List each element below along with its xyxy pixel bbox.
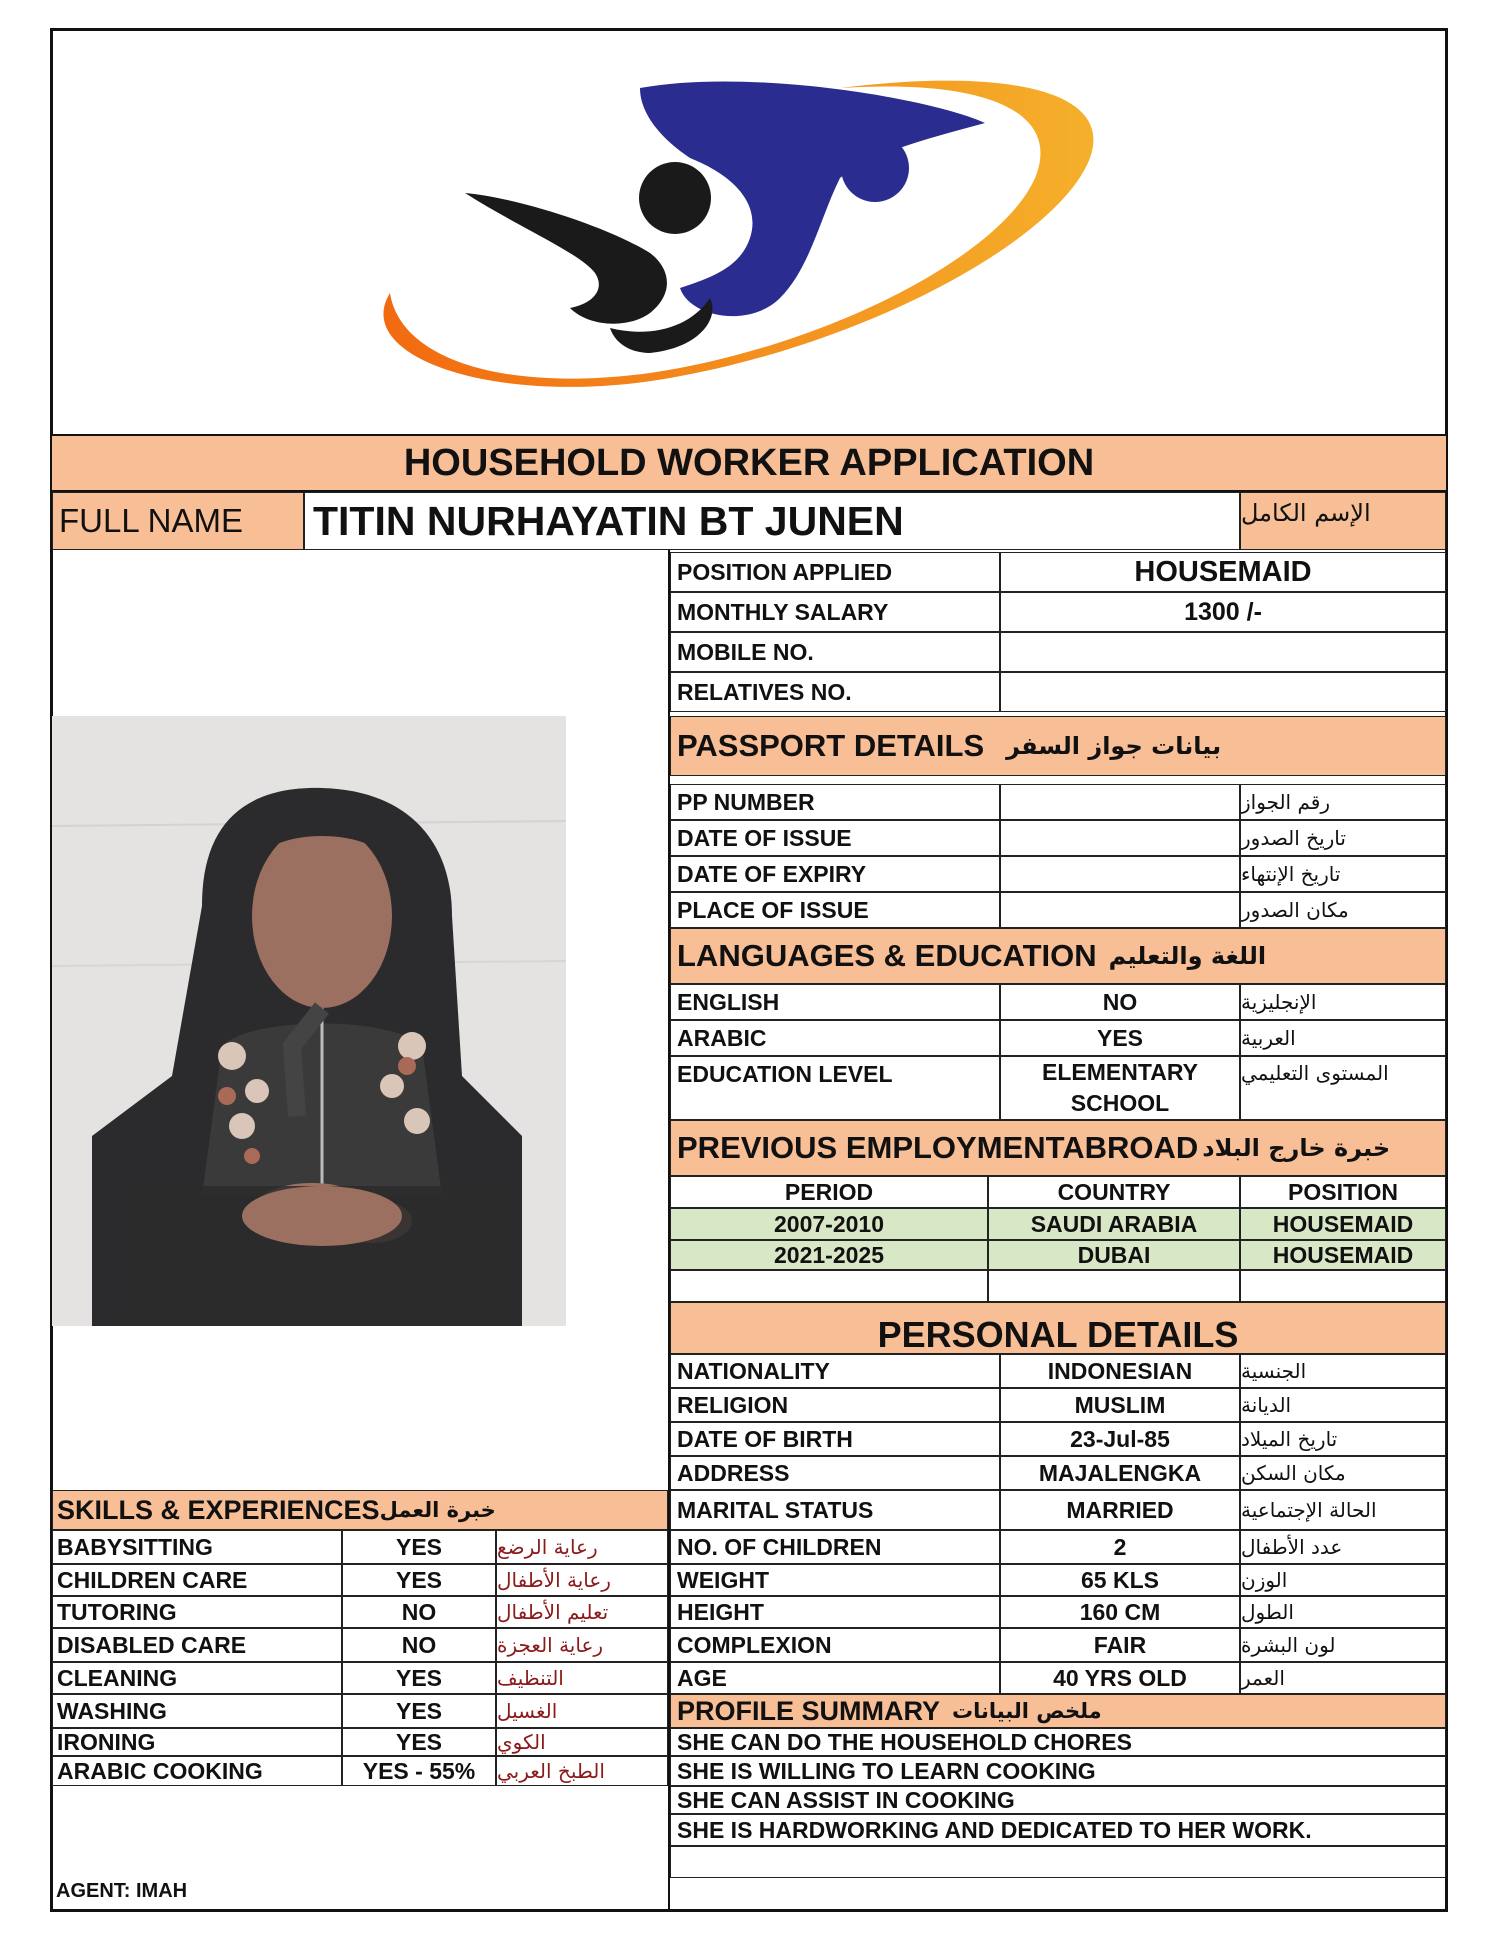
employment-col-position: POSITION: [1240, 1176, 1446, 1208]
no-of-children-label: NO. OF CHILDREN: [670, 1530, 1000, 1564]
mobile-no-label: MOBILE NO.: [670, 632, 1000, 672]
position-applied-value: HOUSEMAID: [1000, 552, 1446, 592]
disabled-care-label: DISABLED CARE: [52, 1628, 342, 1662]
babysitting-arabic: رعاية الرضع: [496, 1530, 668, 1564]
babysitting-value: YES: [342, 1530, 496, 1564]
washing-value: YES: [342, 1694, 496, 1728]
disabled-care-value: NO: [342, 1628, 496, 1662]
nationality-value: INDONESIAN: [1000, 1354, 1240, 1388]
no-of-children-value: 2: [1000, 1530, 1240, 1564]
relatives-no-value: [1000, 672, 1446, 712]
religion-value: MUSLIM: [1000, 1388, 1240, 1422]
height-value: 160 CM: [1000, 1596, 1240, 1628]
relatives-no-label: RELATIVES NO.: [670, 672, 1000, 712]
skills-header: SKILLS & EXPERIENCES خبرة العمل: [52, 1490, 668, 1530]
weight-arabic: الوزن: [1240, 1564, 1446, 1596]
date-of-expiry-label: DATE OF EXPIRY: [670, 856, 1000, 892]
age-label: AGE: [670, 1662, 1000, 1694]
application-title-bar: [52, 436, 1446, 492]
employment-row-2-period: 2021-2025: [670, 1240, 988, 1270]
age-value: 40 YRS OLD: [1000, 1662, 1240, 1694]
tutoring-arabic: تعليم الأطفال: [496, 1596, 668, 1628]
place-of-issue-label: PLACE OF ISSUE: [670, 892, 1000, 928]
arabic-cooking-arabic: الطبخ العربي: [496, 1756, 668, 1786]
profile-line-5: [670, 1846, 1446, 1878]
full-name-arabic: الإسم الكامل: [1240, 492, 1446, 550]
arabic-value: YES: [1000, 1020, 1240, 1056]
arabic-cooking-value: YES - 55%: [342, 1756, 496, 1786]
children-care-value: YES: [342, 1564, 496, 1596]
arabic-label: ARABIC: [670, 1020, 1000, 1056]
complexion-arabic: لون البشرة: [1240, 1628, 1446, 1662]
pp-number-value: [1000, 784, 1240, 820]
education-level-line1: ELEMENTARY: [1042, 1059, 1198, 1085]
education-level-arabic: المستوى التعليمي: [1240, 1056, 1446, 1120]
date-of-birth-label: DATE OF BIRTH: [670, 1422, 1000, 1456]
employment-col-country: COUNTRY: [988, 1176, 1240, 1208]
arabic-cooking-label: ARABIC COOKING: [52, 1756, 342, 1786]
place-of-issue-arabic: مكان الصدور: [1240, 892, 1446, 928]
employment-row-1-country: SAUDI ARABIA: [988, 1208, 1240, 1240]
height-label: HEIGHT: [670, 1596, 1000, 1628]
age-arabic: العمر: [1240, 1662, 1446, 1694]
ironing-label: IRONING: [52, 1728, 342, 1756]
no-of-children-arabic: عدد الأطفال: [1240, 1530, 1446, 1564]
washing-arabic: الغسيل: [496, 1694, 668, 1728]
address-arabic: مكان السكن: [1240, 1456, 1446, 1490]
children-care-label: CHILDREN CARE: [52, 1564, 342, 1596]
profile-header: PROFILE SUMMARY ملخص البيانات: [670, 1694, 1446, 1728]
education-level-line2: SCHOOL: [1070, 1090, 1170, 1116]
employment-row-2-position: HOUSEMAID: [1240, 1240, 1446, 1270]
profile-line-2: SHE IS WILLING TO LEARN COOKING: [670, 1756, 1446, 1786]
applicant-photo: [52, 716, 566, 1326]
profile-line-1: SHE CAN DO THE HOUSEHOLD CHORES: [670, 1728, 1446, 1756]
place-of-issue-value: [1000, 892, 1240, 928]
english-arabic: الإنجليزية: [1240, 984, 1446, 1020]
languages-header: LANGUAGES & EDUCATION اللغة والتعليم: [670, 928, 1446, 984]
profile-line-4: SHE IS HARDWORKING AND DEDICATED TO HER WORK.: [670, 1814, 1446, 1846]
english-label: ENGLISH: [670, 984, 1000, 1020]
employment-row-empty-1: [670, 1270, 988, 1302]
disabled-care-arabic: رعاية العجزة: [496, 1628, 668, 1662]
agency-logo: [50, 28, 1448, 434]
marital-status-label: MARITAL STATUS: [670, 1490, 1000, 1530]
tutoring-value: NO: [342, 1596, 496, 1628]
religion-arabic: الديانة: [1240, 1388, 1446, 1422]
employment-row-empty-3: [1240, 1270, 1446, 1302]
tutoring-label: TUTORING: [52, 1596, 342, 1628]
ironing-arabic: الكوي: [496, 1728, 668, 1756]
date-of-issue-label: DATE OF ISSUE: [670, 820, 1000, 856]
weight-value: 65 KLS: [1000, 1564, 1240, 1596]
height-arabic: الطول: [1240, 1596, 1446, 1628]
cleaning-label: CLEANING: [52, 1662, 342, 1694]
complexion-value: FAIR: [1000, 1628, 1240, 1662]
mobile-no-value: [1000, 632, 1446, 672]
monthly-salary-label: MONTHLY SALARY: [670, 592, 1000, 632]
cleaning-value: YES: [342, 1662, 496, 1694]
ironing-value: YES: [342, 1728, 496, 1756]
full-name-value: TITIN NURHAYATIN BT JUNEN: [304, 492, 1240, 550]
date-of-expiry-arabic: تاريخ الإنتهاء: [1240, 856, 1446, 892]
pp-number-label: PP NUMBER: [670, 784, 1000, 820]
date-of-birth-arabic: تاريخ الميلاد: [1240, 1422, 1446, 1456]
arabic-arabic: العربية: [1240, 1020, 1446, 1056]
date-of-birth-value: 23-Jul-85: [1000, 1422, 1240, 1456]
applicant-photo-illustration: [52, 716, 566, 1326]
address-label: ADDRESS: [670, 1456, 1000, 1490]
education-level-label: EDUCATION LEVEL: [670, 1056, 1000, 1120]
employment-header: PREVIOUS EMPLOYMENTABROAD خبرة خارج البلاد: [670, 1120, 1446, 1176]
education-level-value: [1000, 1056, 1240, 1120]
personal-header: PERSONAL DETAILS: [670, 1302, 1446, 1354]
employment-row-1-position: HOUSEMAID: [1240, 1208, 1446, 1240]
full-name-label: FULL NAME: [52, 492, 304, 550]
address-value: MAJALENGKA: [1000, 1456, 1240, 1490]
employment-row-empty-2: [988, 1270, 1240, 1302]
employment-row-2-country: DUBAI: [988, 1240, 1240, 1270]
marital-status-arabic: الحالة الإجتماعية: [1240, 1490, 1446, 1530]
religion-label: RELIGION: [670, 1388, 1000, 1422]
cleaning-arabic: التنظيف: [496, 1662, 668, 1694]
marital-status-value: MARRIED: [1000, 1490, 1240, 1530]
complexion-label: COMPLEXION: [670, 1628, 1000, 1662]
nationality-arabic: الجنسية: [1240, 1354, 1446, 1388]
children-care-arabic: رعاية الأطفال: [496, 1564, 668, 1596]
weight-label: WEIGHT: [670, 1564, 1000, 1596]
employment-col-period: PERIOD: [670, 1176, 988, 1208]
nationality-label: NATIONALITY: [670, 1354, 1000, 1388]
position-applied-label: POSITION APPLIED: [670, 552, 1000, 592]
agent-label: AGENT: IMAH: [56, 1880, 188, 1902]
profile-line-3: SHE CAN ASSIST IN COOKING: [670, 1786, 1446, 1814]
washing-label: WASHING: [52, 1694, 342, 1728]
pp-number-arabic: رقم الجواز: [1240, 784, 1446, 820]
application-title: HOUSEHOLD WORKER APPLICATION: [403, 441, 1095, 484]
passport-header: PASSPORT DETAILS بيانات جواز السفر: [670, 716, 1446, 776]
date-of-issue-value: [1000, 820, 1240, 856]
monthly-salary-value: 1300 /-: [1000, 592, 1446, 632]
logo-area: [50, 28, 1448, 436]
employment-row-1-period: 2007-2010: [670, 1208, 988, 1240]
date-of-expiry-value: [1000, 856, 1240, 892]
babysitting-label: BABYSITTING: [52, 1530, 342, 1564]
date-of-issue-arabic: تاريخ الصدور: [1240, 820, 1446, 856]
english-value: NO: [1000, 984, 1240, 1020]
